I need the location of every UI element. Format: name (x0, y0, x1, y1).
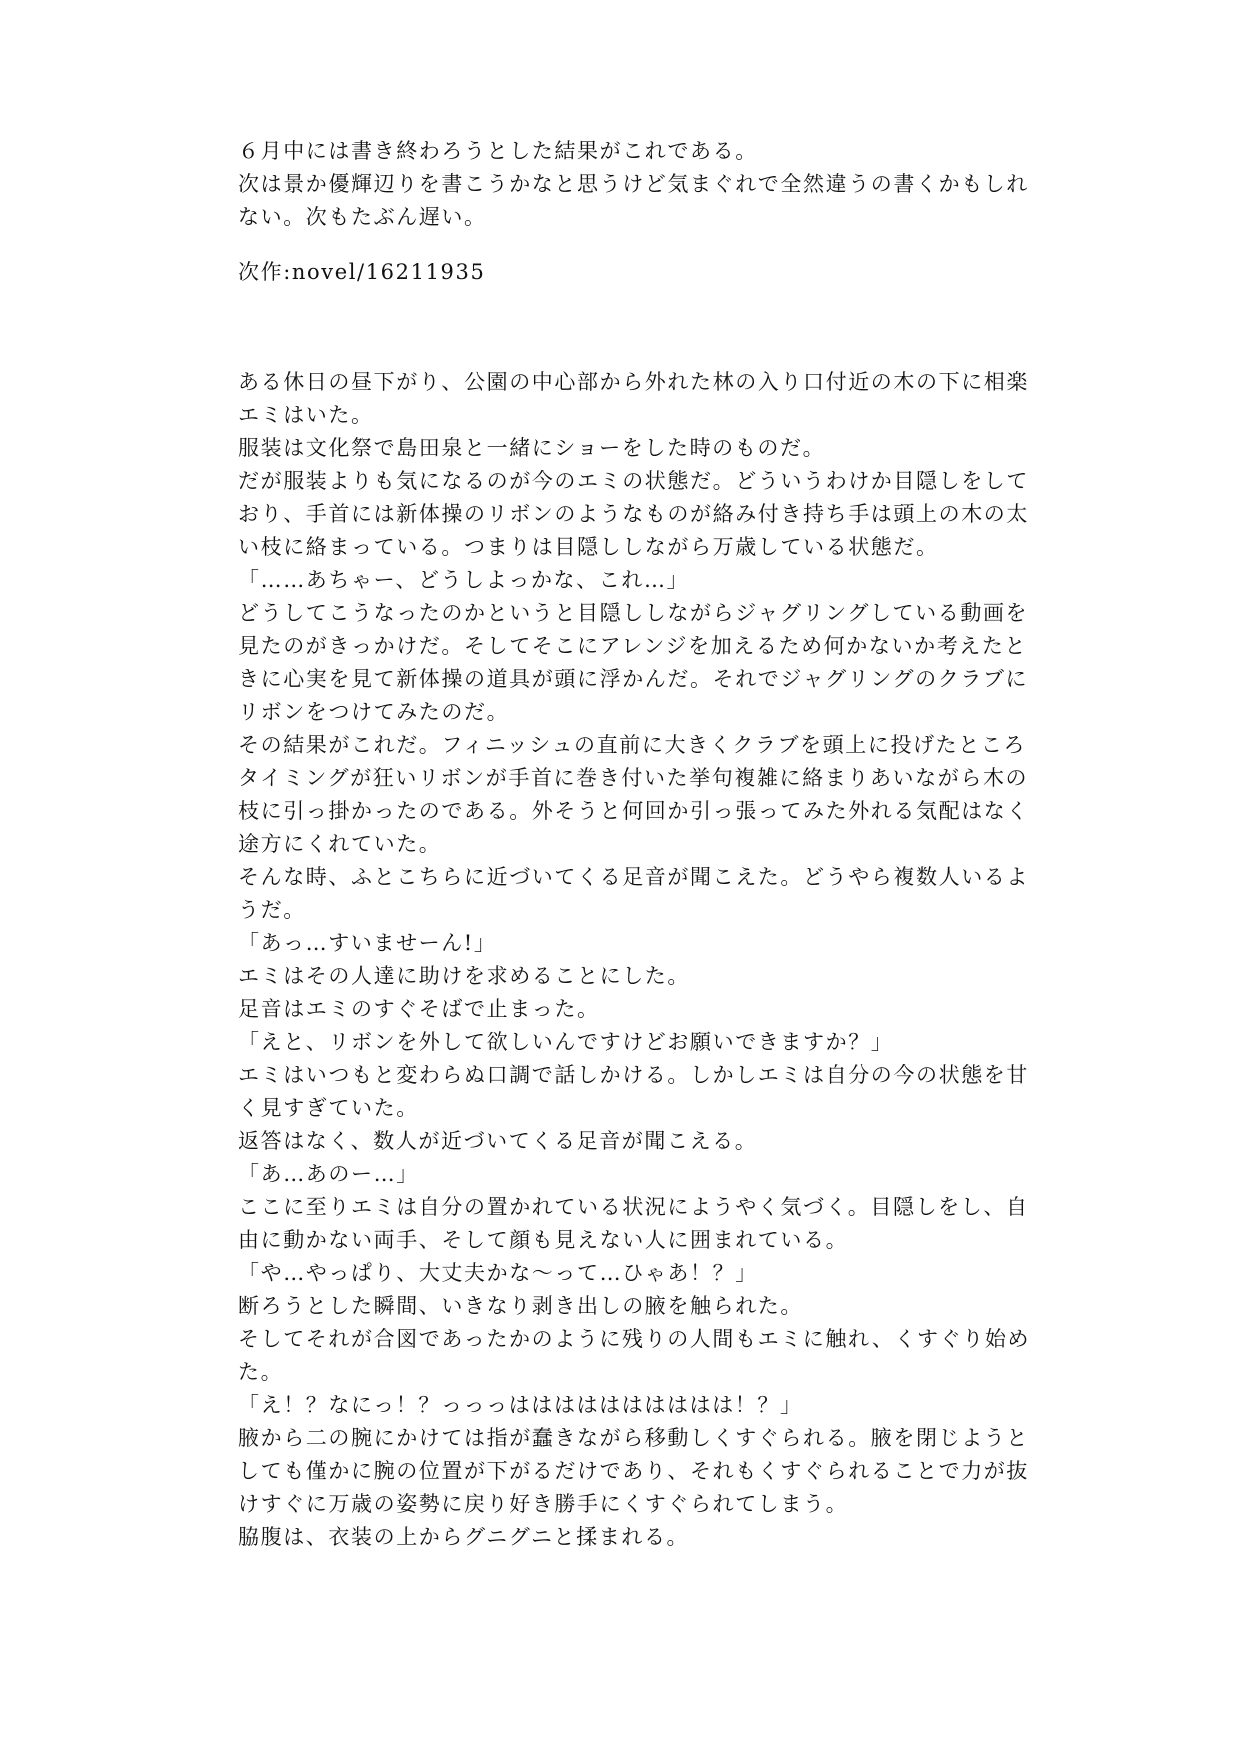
story-line: 「あっ…すいませーん!」 (238, 931, 497, 955)
story-line: そんな時、ふとこちらに近づいてくる足音が聞こえた。どうやら複数人いるよ (238, 865, 1029, 889)
story-line: おり、手首には新体操のリボンのようなものが絡み付き持ち手は頭上の木の太 (238, 502, 1029, 526)
story-line: タイミングが狂いリボンが手首に巻き付いた挙句複雑に絡まりあいながら木の (238, 766, 1029, 790)
story-line: どうしてこうなったのかというと目隠ししながらジャグリングしている動画を (238, 601, 1029, 625)
story-line: エミはいつもと変わらぬ口調で話しかける。しかしエミは自分の今の状態を甘 (238, 1063, 1029, 1087)
story-line: 枝に引っ掛かったのである。外そうと何回か引っ張ってみた外れる気配はなく (238, 799, 1029, 823)
story-line: しても僅かに腕の位置が下がるだけであり、それもくすぐられることで力が抜 (238, 1459, 1029, 1483)
story-line: 由に動かない両手、そして顔も見えない人に囲まれている。 (238, 1228, 849, 1252)
story-line: 断ろうとした瞬間、いきなり剥き出しの腋を触られた。 (238, 1294, 803, 1318)
story-line: 脇腹は、衣装の上からグニグニと揉まれる。 (238, 1525, 690, 1549)
afterword-line: 次は景か優輝辺りを書こうかなと思うけど気まぐれで全然違うの書くかもしれ (238, 172, 1029, 196)
story-line: リボンをつけてみたのだ。 (238, 700, 510, 724)
story-line: 「え！？なにっ！？っっっはははははははははは！？」 (238, 1393, 803, 1417)
afterword-line: ない。次もたぶん遅い。 (238, 205, 487, 229)
story-line: 「……あちゃー、どうしよっかな、これ…」 (238, 568, 690, 592)
story-line: 服装は文化祭で島田泉と一緒にショーをした時のものだ。 (238, 436, 826, 460)
story-line: ある休日の昼下がり、公園の中心部から外れた林の入り口付近の木の下に相楽 (238, 370, 1029, 394)
story-line: 途方にくれていた。 (238, 832, 442, 856)
story-line: い枝に絡まっている。つまりは目隠ししながら万歳している状態だ。 (238, 535, 939, 559)
story-line: だが服装よりも気になるのが今のエミの状態だ。どういうわけか目隠しをして (238, 469, 1029, 493)
story-line: うだ。 (238, 898, 306, 922)
story-line: く見すぎていた。 (238, 1096, 419, 1120)
story-line: きに心実を見て新体操の道具が頭に浮かんだ。それでジャグリングのクラブに (238, 667, 1029, 691)
story-line: ここに至りエミは自分の置かれている状況にようやく気づく。目隠しをし、自 (238, 1195, 1029, 1219)
story-line: エミはいた。 (238, 403, 374, 427)
document-page (238, 0, 1031, 1754)
story-line: 「や…やっぱり、大丈夫かな〜って…ひゃあ！？」 (238, 1261, 758, 1285)
story-line: 「えと、リボンを外して欲しいんですけどお願いできますか？」 (238, 1030, 894, 1054)
story-line: 見たのがきっかけだ。そしてそこにアレンジを加えるため何かないか考えたと (238, 634, 1028, 658)
story-line: エミはその人達に助けを求めることにした。 (238, 964, 690, 988)
story-line: 足音はエミのすぐそばで止まった。 (238, 997, 600, 1021)
story-line: けすぐに万歳の姿勢に戻り好き勝手にくすぐられてしまう。 (238, 1492, 849, 1516)
next-work-link-text: 次作:novel/16211935 (238, 260, 486, 284)
story-line: 腋から二の腕にかけては指が蠢きながら移動しくすぐられる。腋を閉じようと (238, 1426, 1029, 1450)
story-line: そしてそれが合図であったかのように残りの人間もエミに触れ、くすぐり始め (238, 1327, 1031, 1351)
story-line: 「あ…あのー…」 (238, 1162, 419, 1186)
afterword-line: ６月中には書き終わろうとした結果がこれである。 (238, 139, 758, 163)
story-line: その結果がこれだ。フィニッシュの直前に大きくクラブを頭上に投げたところ (238, 733, 1027, 757)
story-line: 返答はなく、数人が近づいてくる足音が聞こえる。 (238, 1129, 758, 1153)
story-line: た。 (238, 1360, 284, 1384)
